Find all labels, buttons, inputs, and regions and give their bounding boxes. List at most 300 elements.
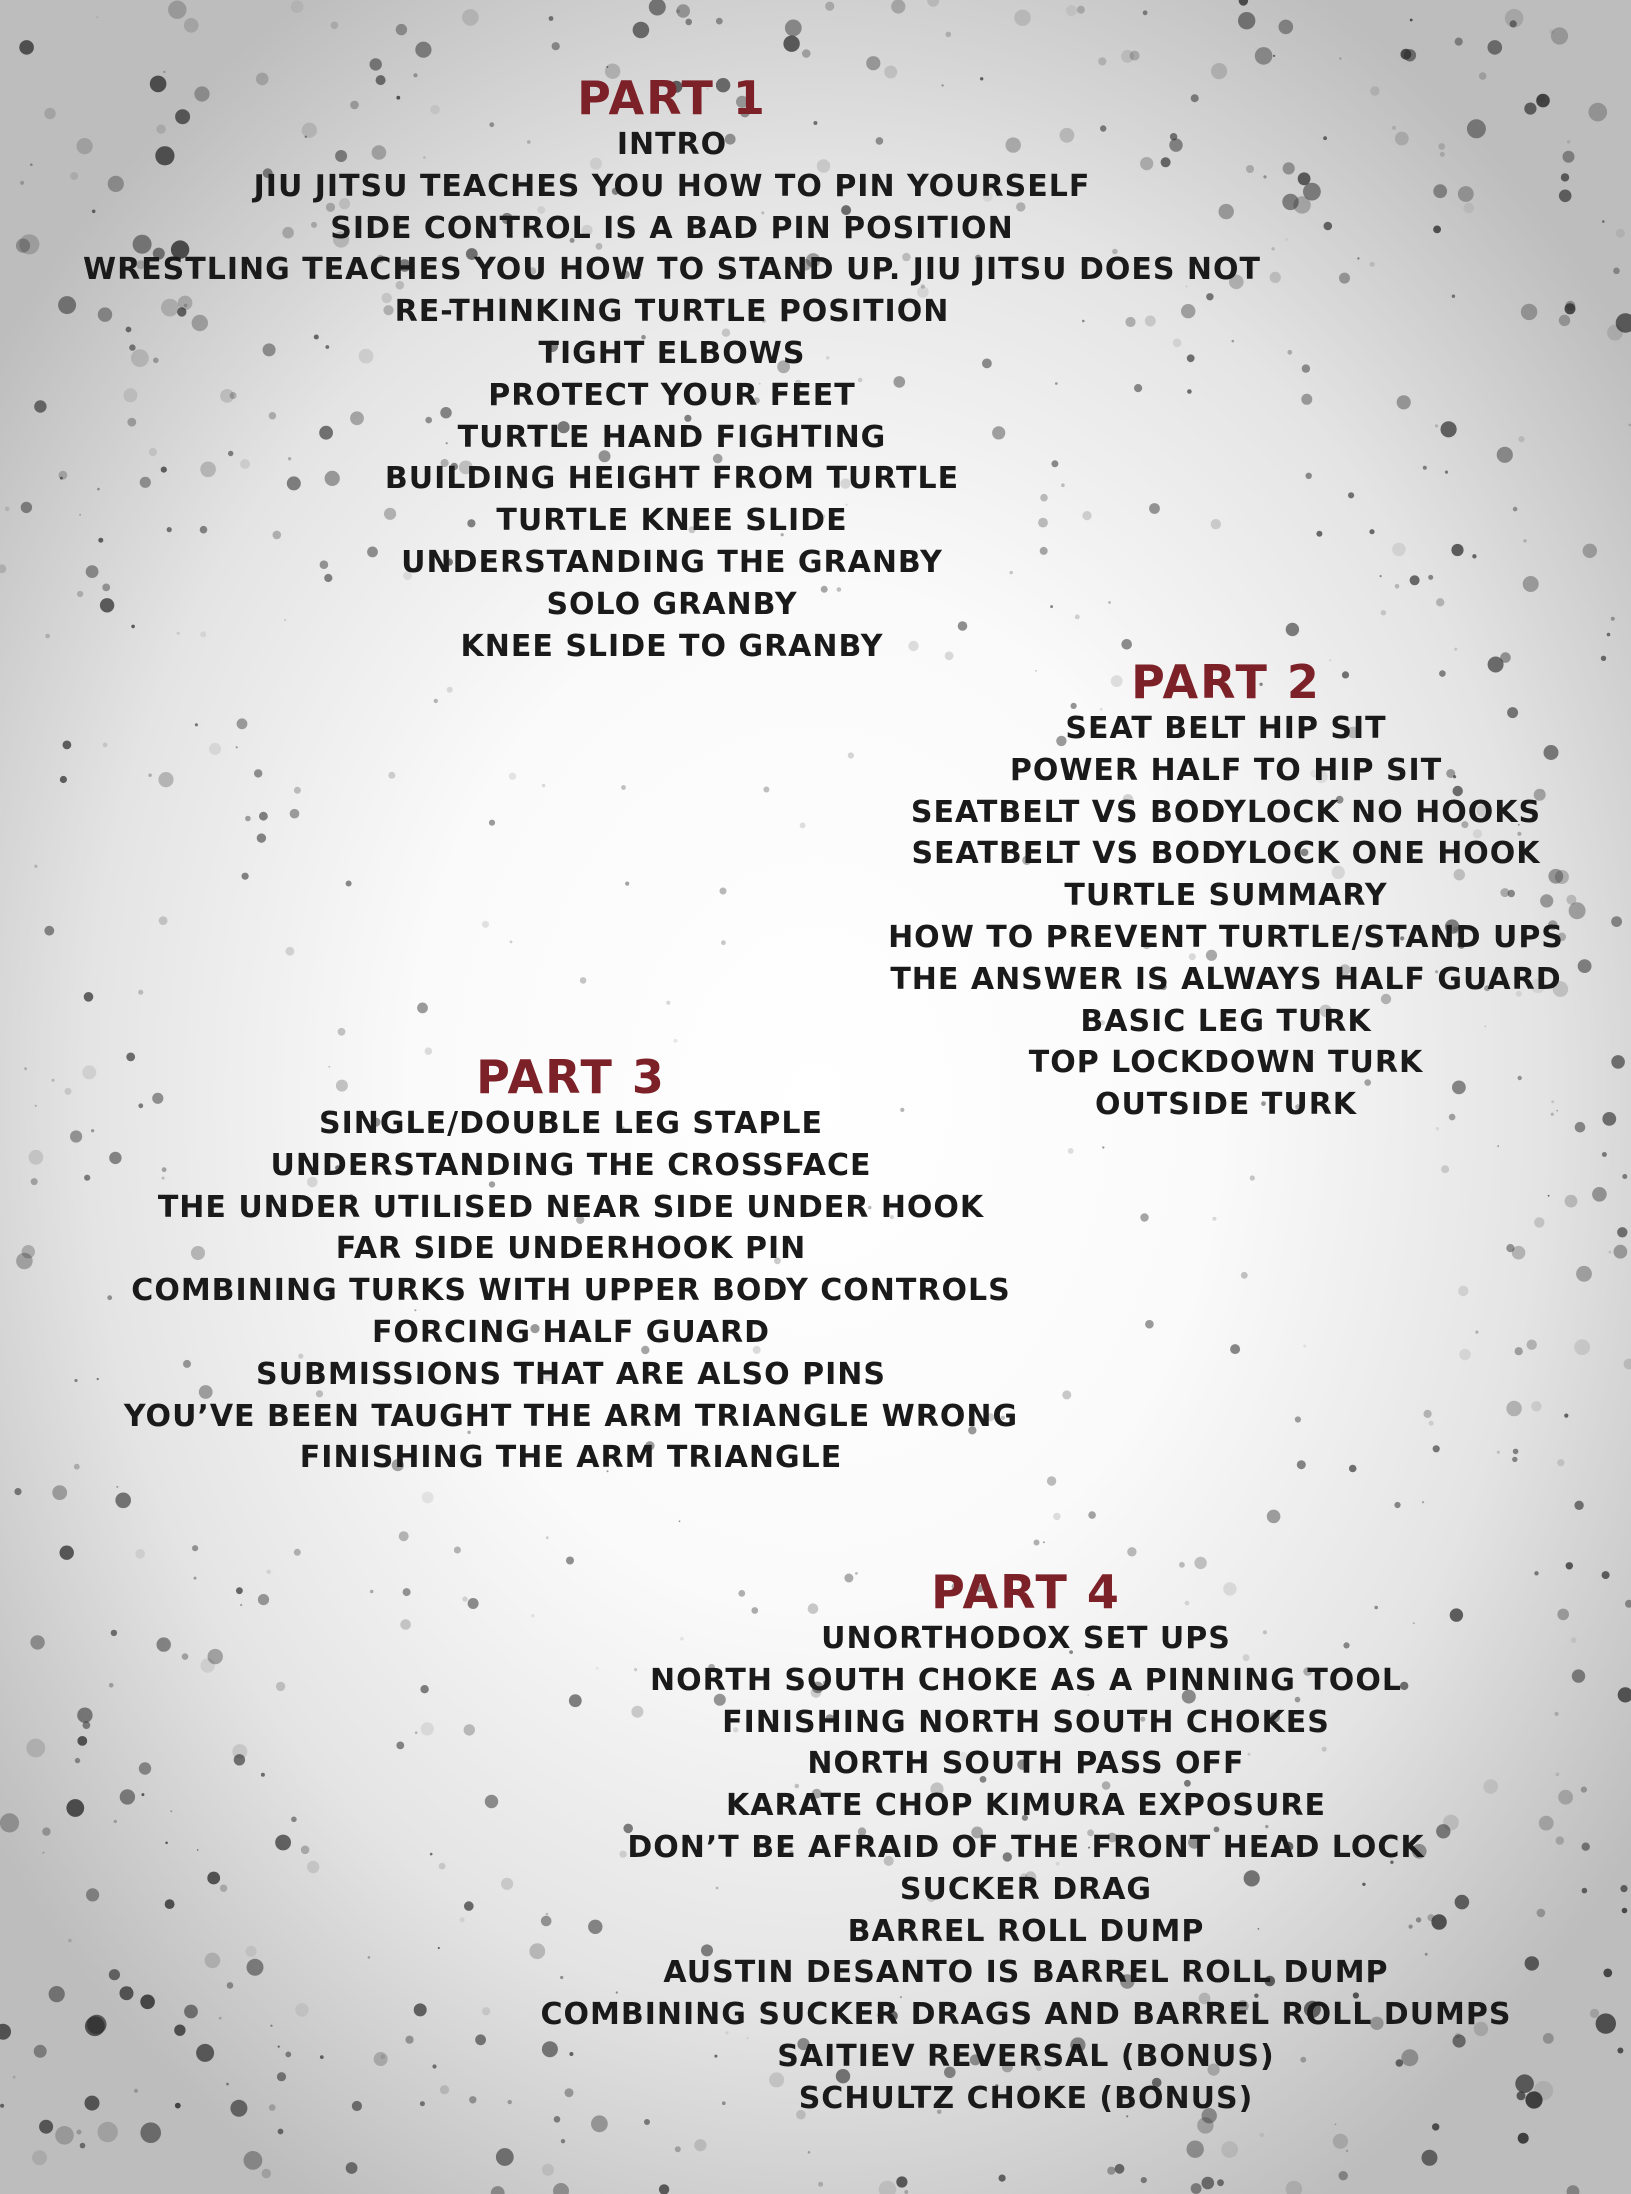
speckle-dot: [1620, 1885, 1627, 1892]
speckle-dot: [236, 1587, 243, 1594]
speckle-dot: [1323, 136, 1327, 140]
speckle-dot: [460, 1917, 465, 1922]
speckle-dot: [1187, 2141, 1204, 2158]
speckle-dot: [370, 58, 382, 70]
speckle-dot: [352, 2101, 362, 2111]
speckle-dot: [120, 1789, 135, 1804]
speckle-dot: [1295, 1416, 1301, 1422]
speckle-dot: [109, 1683, 114, 1688]
speckle-dot: [1557, 1459, 1564, 1466]
part-4-item: SCHULTZ CHOKE (BONUS): [798, 2080, 1254, 2116]
speckle-dot: [259, 812, 268, 821]
speckle-dot: [230, 2100, 247, 2117]
speckle-dot: [120, 1986, 134, 2000]
speckle-dot: [1260, 2133, 1264, 2137]
part-1-item: TIGHT ELBOWS: [538, 335, 806, 371]
speckle-dot: [454, 1547, 461, 1554]
speckle-dot: [1392, 126, 1396, 130]
speckle-dot: [1429, 1421, 1434, 1426]
speckle-dot: [1572, 1669, 1585, 1682]
speckle-dot: [0, 1813, 19, 1832]
part-1-title: PART 1: [577, 71, 767, 125]
speckle-dot: [396, 1742, 404, 1750]
part-4-item: SUCKER DRAG: [899, 1871, 1153, 1907]
speckle-dot: [275, 1835, 291, 1851]
speckle-dot: [74, 1464, 80, 1470]
part-3-section: [123, 1050, 1019, 1479]
speckle-dot: [1582, 1888, 1588, 1894]
speckle-dot: [415, 42, 431, 58]
part-3-title: PART 3: [476, 1050, 666, 1104]
speckle-dot: [91, 1129, 94, 1132]
part-4-item: UNORTHODOX SET UPS: [821, 1621, 1231, 1656]
speckle-dot: [16, 1253, 33, 1270]
speckle-dot: [531, 1614, 534, 1617]
speckle-dot: [77, 1736, 87, 1746]
speckle-dot: [1349, 1465, 1357, 1473]
part-4-item: AUSTIN DESANTO IS BARREL ROLL DUMP: [663, 1955, 1389, 1991]
speckle-dot: [301, 1846, 310, 1855]
speckle-dot: [1611, 1055, 1625, 1069]
speckle-dot: [1034, 1540, 1040, 1546]
speckle-dot: [1515, 2074, 1534, 2093]
speckle-dot: [278, 2129, 284, 2135]
speckle-dot: [209, 743, 221, 755]
speckle-dot: [1555, 1712, 1559, 1716]
speckle-dot: [34, 400, 46, 412]
part-4-item: BARREL ROLL DUMP: [847, 1913, 1205, 1949]
speckle-dot: [242, 873, 249, 880]
speckle-dot: [510, 941, 513, 944]
speckle-dot: [1488, 40, 1503, 55]
speckle-dot: [904, 2190, 908, 2194]
speckle-dot: [438, 1947, 440, 1949]
speckle-dot: [1607, 633, 1611, 637]
speckle-dot: [633, 22, 650, 39]
speckle-dot: [1534, 2081, 1553, 2100]
speckle-dot: [1130, 51, 1140, 61]
speckle-dot: [1557, 1609, 1569, 1621]
speckle-dot: [207, 1872, 220, 1885]
speckle-dot: [140, 2122, 161, 2143]
speckle-dot: [1601, 656, 1606, 661]
speckle-dot: [1459, 1349, 1470, 1360]
speckle-dot: [65, 1088, 72, 1095]
speckle-dot: [464, 1901, 474, 1911]
speckle-dot: [1518, 436, 1524, 442]
speckle-dot: [1513, 1449, 1519, 1455]
speckle-dot: [244, 2151, 263, 2170]
speckle-dot: [140, 1995, 155, 2010]
speckle-dot: [168, 1, 186, 19]
speckle-dot: [848, 752, 854, 758]
speckle-dot: [468, 1598, 479, 1609]
speckle-dot: [21, 502, 32, 513]
speckle-dot: [1536, 94, 1550, 108]
speckle-dot: [277, 2072, 286, 2081]
speckle-dot: [16, 239, 30, 253]
speckle-dot: [1531, 1401, 1541, 1411]
speckle-dot: [1566, 1562, 1573, 1569]
speckle-dot: [405, 2036, 413, 2044]
speckle-dot: [1458, 1286, 1468, 1296]
part-3-item: FORCING HALF GUARD: [371, 1314, 771, 1350]
speckle-dot: [24, 1067, 27, 1070]
speckle-dot: [716, 18, 723, 25]
speckle-dot: [1467, 119, 1486, 138]
part-2-item: SEATBELT VS BODYLOCK ONE HOOK: [911, 836, 1541, 872]
part-1-item: INTRO: [616, 127, 728, 162]
speckle-dot: [291, 1817, 297, 1823]
speckle-dot: [0, 2104, 4, 2108]
speckle-dot: [1202, 2177, 1215, 2190]
speckle-dot: [338, 1028, 346, 1036]
speckle-dot: [1433, 226, 1441, 234]
speckle-dot: [1607, 325, 1623, 341]
speckle-dot: [262, 2169, 271, 2178]
part-4-item: COMBINING SUCKER DRAGS AND BARREL ROLL DUMPS: [540, 1997, 1512, 2033]
speckle-dot: [1410, 575, 1420, 585]
speckle-dot: [276, 1682, 285, 1691]
speckle-dot: [1369, 529, 1374, 534]
speckle-dot: [68, 1939, 72, 1943]
speckle-dot: [70, 172, 78, 180]
speckle-dot: [1179, 1562, 1185, 1568]
speckle-dot: [542, 2164, 554, 2176]
part-1-item: RE-THINKING TURTLE POSITION: [394, 294, 950, 330]
speckle-dot: [226, 2083, 229, 2086]
speckle-dot: [1098, 57, 1106, 65]
speckle-dot: [1592, 1187, 1607, 1202]
part-4-item: KARATE CHOP KIMURA EXPOSURE: [726, 1788, 1326, 1824]
speckle-dot: [1339, 273, 1350, 284]
speckle-dot: [295, 2003, 309, 2017]
speckle-dot: [135, 1549, 145, 1559]
speckle-dot: [720, 888, 727, 895]
speckle-dot: [31, 1178, 38, 1185]
part-3-item: COMBINING TURKS WITH UPPER BODY CONTROLS: [131, 1273, 1011, 1309]
speckle-dot: [1301, 394, 1312, 405]
speckle-dot: [1596, 2013, 1616, 2033]
speckle-dot: [440, 2085, 449, 2094]
speckle-dot: [1581, 1787, 1587, 1793]
speckle-dot: [676, 9, 680, 13]
speckle-dot: [84, 1175, 90, 1181]
part-1-item: TURTLE HAND FIGHTING: [457, 419, 887, 455]
speckle-dot: [1475, 1331, 1478, 1334]
speckle-dot: [1571, 1637, 1577, 1643]
speckle-dot: [1394, 1502, 1400, 1508]
speckle-dot: [1306, 473, 1312, 479]
part-1-item: UNDERSTANDING THE GRANBY: [401, 544, 943, 580]
speckle-dot: [1559, 315, 1570, 326]
speckle-dot: [219, 2017, 222, 2020]
speckle-dot: [396, 24, 407, 35]
speckle-dot: [1616, 229, 1625, 238]
speckle-dot: [195, 723, 198, 726]
speckle-dot: [346, 881, 352, 887]
speckle-dot: [114, 1820, 117, 1823]
speckle-dot: [75, 1758, 80, 1763]
speckle-dot: [1602, 220, 1605, 223]
speckle-dot: [999, 2175, 1006, 2182]
speckle-dot: [1432, 2123, 1439, 2130]
speckle-dot: [1230, 1344, 1240, 1354]
speckle-dot: [1066, 5, 1077, 16]
speckle-dot: [434, 699, 438, 703]
speckle-dot: [1143, 10, 1148, 15]
speckle-dot: [77, 2130, 82, 2135]
speckle-dot: [258, 1594, 269, 1605]
speckle-dot: [1273, 55, 1275, 57]
part-3-item: FAR SIDE UNDERHOOK PIN: [335, 1231, 807, 1267]
speckle-dot: [1381, 610, 1386, 615]
part-1-section: [82, 71, 1262, 667]
speckle-dot: [184, 2005, 198, 2019]
speckle-dot: [1602, 1571, 1610, 1579]
speckle-dot: [1141, 2177, 1147, 2183]
speckle-dot: [1077, 6, 1085, 14]
speckle-dot: [197, 1849, 199, 1851]
part-3-item: SINGLE/DOUBLE LEG STAPLE: [319, 1106, 823, 1141]
speckle-dot: [1239, 0, 1248, 6]
speckle-dot: [1088, 1511, 1096, 1519]
speckle-dot: [1622, 1174, 1627, 1179]
speckle-dot: [1622, 1908, 1628, 1914]
speckle-dot: [482, 2007, 490, 2015]
speckle-dot: [1316, 531, 1322, 537]
speckle-dot: [1506, 1401, 1521, 1416]
speckle-dot: [469, 2096, 476, 2103]
speckle-dot: [1140, 1213, 1148, 1221]
speckle-dot: [1602, 1152, 1607, 1157]
speckle-dot: [77, 1708, 92, 1723]
speckle-dot: [946, 32, 952, 38]
speckle-dot: [1303, 1345, 1306, 1348]
part-2-item: THE ANSWER IS ALWAYS HALF GUARD: [890, 961, 1562, 997]
speckle-dot: [1451, 544, 1463, 556]
speckle-dot: [237, 718, 248, 729]
speckle-dot: [1267, 1510, 1281, 1524]
speckle-dot: [1548, 1195, 1550, 1197]
speckle-dot: [175, 2103, 181, 2109]
speckle-dot: [1428, 575, 1433, 580]
speckle-dot: [800, 823, 806, 829]
speckle-dot: [1523, 576, 1539, 592]
part-3-item: SUBMISSIONS THAT ARE ALSO PINS: [256, 1356, 886, 1392]
speckle-dot: [1564, 1414, 1568, 1418]
speckle-dot: [420, 2101, 425, 2106]
speckle-dot: [1497, 1451, 1500, 1454]
part-4-item: NORTH SOUTH PASS OFF: [807, 1746, 1245, 1782]
speckle-dot: [1436, 598, 1444, 606]
part-2-item: BASIC LEG TURK: [1080, 1003, 1372, 1039]
speckle-dot: [1047, 1476, 1056, 1485]
speckle-dot: [685, 19, 692, 26]
speckle-dot: [1617, 2048, 1623, 2054]
speckle-dot: [1238, 12, 1255, 29]
speckle-dot: [60, 776, 67, 783]
speckle-dot: [1576, 1266, 1592, 1282]
speckle-dot: [85, 2096, 100, 2111]
speckle-dot: [174, 2025, 185, 2036]
speckle-dot: [374, 2052, 388, 2066]
speckle-dot: [1497, 1145, 1499, 1147]
speckle-dot: [1062, 1390, 1071, 1399]
speckle-dot: [49, 1986, 65, 2002]
speckle-dot: [79, 514, 81, 516]
speckle-dot: [278, 2046, 280, 2048]
speckle-dot: [439, 1863, 446, 1870]
speckle-dot: [417, 1003, 428, 1014]
speckle-dot: [52, 1485, 67, 1500]
speckle-dot: [59, 1546, 73, 1560]
speckle-dot: [86, 1888, 99, 1901]
speckle-dot: [1335, 2124, 1337, 2126]
part-3-item: YOU’VE BEEN TAUGHT THE ARM TRIANGLE WRONG: [123, 1398, 1019, 1434]
speckle-dot: [1517, 2091, 1526, 2100]
speckle-dot: [1521, 304, 1537, 320]
speckle-dot: [1613, 268, 1620, 275]
part-4-title: PART 4: [931, 1565, 1121, 1619]
part-2-item: SEAT BELT HIP SIT: [1065, 711, 1387, 746]
speckle-dot: [420, 1685, 428, 1693]
speckle-dot: [163, 71, 165, 73]
speckle-dot: [42, 1827, 50, 1835]
speckle-dot: [508, 2100, 512, 2104]
speckle-dot: [291, 0, 304, 13]
speckle-dot: [1472, 554, 1476, 558]
speckle-dot: [294, 1549, 301, 1556]
speckle-dot: [1392, 543, 1406, 557]
speckle-dot: [159, 916, 168, 925]
speckle-dot: [370, 1590, 374, 1594]
speckle-dot: [70, 1130, 82, 1142]
speckle-dot: [1127, 1547, 1136, 1556]
speckle-dot: [621, 785, 626, 790]
speckle-dot: [26, 1739, 45, 1758]
part-1-item: PROTECT YOUR FEET: [488, 377, 856, 413]
speckle-dot: [368, 1956, 371, 1959]
speckle-dot: [666, 1001, 670, 1005]
speckle-dot: [1590, 2009, 1599, 2018]
speckle-dot: [1212, 1217, 1216, 1221]
speckle-dot: [246, 1946, 257, 1957]
speckle-dot: [1297, 1460, 1306, 1469]
part-4-item: NORTH SOUTH CHOKE AS A PINNING TOOL: [650, 1662, 1402, 1698]
speckle-dot: [139, 1762, 151, 1774]
speckle-dot: [552, 42, 560, 50]
part-3-item: FINISHING THE ARM TRIANGLE: [299, 1440, 843, 1476]
speckle-dot: [1515, 1347, 1523, 1355]
speckle-dot: [32, 2150, 47, 2165]
part-2-item: POWER HALF TO HIP SIT: [1009, 752, 1443, 788]
speckle-dot: [421, 1722, 434, 1735]
speckle-dot: [1543, 2033, 1554, 2044]
speckle-dot: [1395, 584, 1400, 589]
part-1-item: WRESTLING TEACHES YOU HOW TO STAND UP. JIU JITSU DOES NOT: [82, 252, 1262, 288]
speckle-dot: [675, 2146, 681, 2152]
speckle-dot: [553, 2183, 569, 2194]
speckle-dot: [82, 1065, 96, 1079]
speckle-dot: [866, 56, 880, 70]
speckle-dot: [1043, 1541, 1045, 1543]
speckle-dot: [1537, 1909, 1546, 1918]
part-2-item: HOW TO PREVENT TURTLE/STAND UPS: [888, 919, 1564, 955]
speckle-dot: [808, 2151, 811, 2154]
speckle-dot: [1583, 544, 1597, 558]
part-2-item: TURTLE SUMMARY: [1064, 878, 1388, 914]
speckle-dot: [109, 1152, 121, 1164]
speckle-dot: [254, 769, 262, 777]
speckle-dot: [1357, 257, 1359, 259]
speckle-dot: [1614, 1245, 1628, 1259]
speckle-dot: [430, 1853, 433, 1856]
speckle-dot: [1410, 19, 1413, 22]
speckle-dot: [1479, 72, 1487, 80]
speckle-dot: [30, 1635, 44, 1649]
speckle-dot: [1107, 2167, 1115, 2175]
speckle-dot: [561, 2139, 565, 2143]
speckle-dot: [157, 1637, 171, 1651]
speckle-dot: [1523, 539, 1526, 542]
speckle-dot: [1608, 1251, 1611, 1254]
speckle-dot: [1566, 895, 1576, 905]
speckle-dot: [42, 1852, 44, 1854]
speckle-dot: [1285, 238, 1288, 241]
speckle-dot: [111, 1630, 117, 1636]
speckle-dot: [549, 16, 554, 21]
speckle-dot: [29, 1150, 44, 1165]
speckle-dot: [542, 784, 545, 787]
speckle-dot: [20, 181, 24, 185]
speckle-dot: [1303, 183, 1321, 201]
speckle-dot: [232, 1744, 247, 1759]
speckle-dot: [501, 1878, 513, 1890]
part-1-item: JIU JITSU TEACHES YOU HOW TO PIN YOURSELF: [253, 168, 1091, 204]
speckle-dot: [129, 1987, 131, 1989]
speckle-dot: [294, 787, 301, 794]
speckle-dot: [1102, 1146, 1104, 1148]
speckle-dot: [1270, 272, 1281, 283]
speckle-dot: [566, 1557, 574, 1565]
speckle-dot: [1441, 421, 1457, 437]
speckle-dot: [818, 2182, 823, 2187]
part-2-title: PART 2: [1131, 655, 1321, 709]
speckle-dot: [192, 1545, 198, 1551]
speckle-dot: [1346, 2150, 1348, 2152]
speckle-dot: [52, 1079, 55, 1082]
speckle-dot: [1625, 1600, 1631, 1608]
speckle-dot: [1333, 2134, 1348, 2149]
speckle-dot: [0, 2024, 11, 2040]
speckle-dot: [1241, 1272, 1248, 1279]
speckle-dot: [475, 2034, 486, 2045]
speckle-dot: [63, 741, 72, 750]
speckle-dot: [34, 2045, 47, 2058]
speckle-dot: [227, 1982, 234, 1989]
speckle-dot: [1558, 1790, 1573, 1805]
speckle-dot: [462, 1596, 467, 1601]
speckle-dot: [331, 22, 339, 30]
speckle-dot: [1287, 350, 1292, 355]
speckle-dot: [1286, 623, 1299, 636]
speckle-dot: [1578, 959, 1592, 973]
speckle-dot: [1339, 2171, 1348, 2180]
speckle-dot: [388, 772, 395, 779]
speckle-dot: [1263, 175, 1266, 178]
speckle-dot: [896, 2176, 907, 2187]
